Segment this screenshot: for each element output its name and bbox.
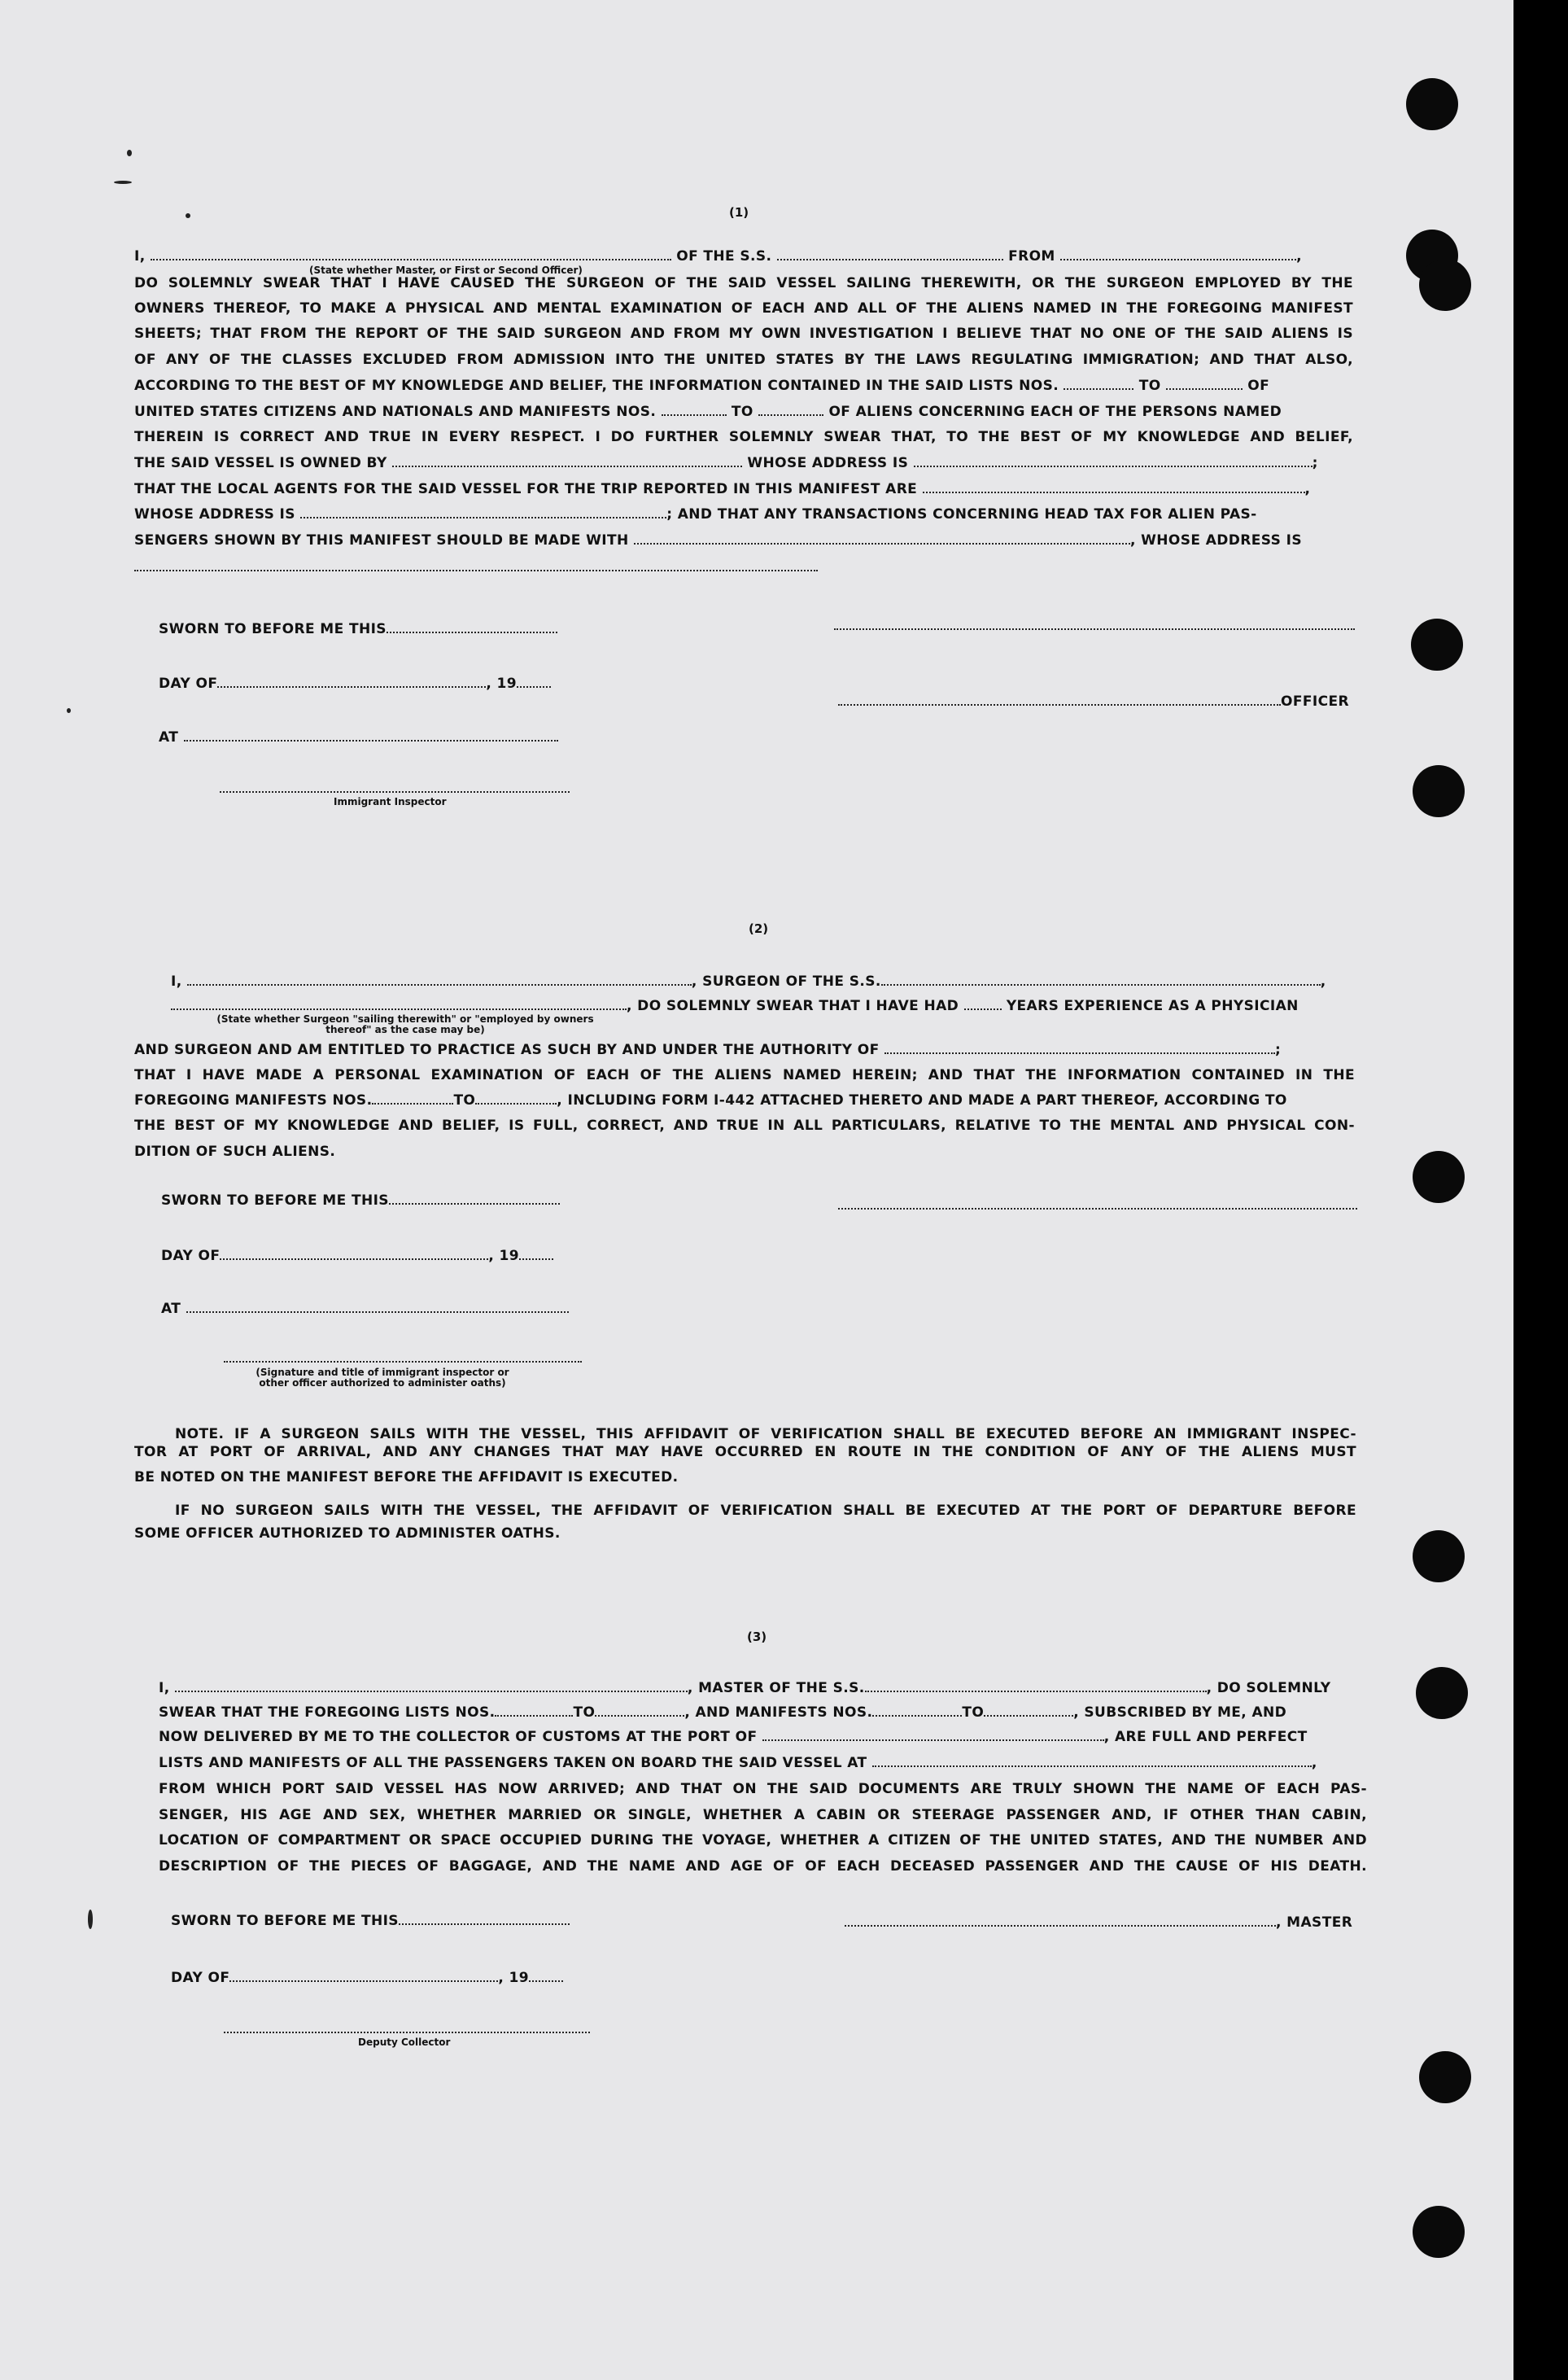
- s2-year-field[interactable]: [519, 1258, 553, 1260]
- sworn-day-field[interactable]: [387, 631, 557, 633]
- s2-at-place-field[interactable]: [186, 1310, 569, 1313]
- lists-from-field[interactable]: [1064, 387, 1133, 390]
- head-tax-contact-field[interactable]: [634, 542, 1130, 545]
- s2-day-of-month-field[interactable]: [220, 1258, 488, 1260]
- s3-manifests-from-field[interactable]: [872, 1714, 962, 1717]
- s3-line-6: SENGER, HIS AGE AND SEX, WHETHER MARRIED OR SINGLE, WHETHER A CABIN OR STEERAGE PASSENGER AND, IF OTHER THAN CABIN,: [159, 1807, 1367, 1823]
- owner-field[interactable]: [392, 465, 742, 467]
- s2-manifests-from-field[interactable]: [372, 1102, 453, 1105]
- punch-hole-1: [1406, 78, 1458, 130]
- boarding-port-field[interactable]: [872, 1765, 1312, 1767]
- punch-hole-3: [1419, 259, 1471, 311]
- collector-caption: Deputy Collector: [358, 2037, 451, 2048]
- s3-vessel-field[interactable]: [865, 1690, 1207, 1692]
- s1-line-10: THAT THE LOCAL AGENTS FOR THE SAID VESSEL FOR THE TRIP REPORTED IN THIS MANIFEST ARE ,: [134, 481, 1311, 497]
- surgeon-status-field[interactable]: [171, 1008, 627, 1010]
- s1-line-12: SENGERS SHOWN BY THIS MANIFEST SHOULD BE MADE WITH , WHOSE ADDRESS IS: [134, 532, 1303, 549]
- s2-line-4: THAT I HAVE MADE A PERSONAL EXAMINATION OF EACH OF THE ALIENS NAMED HEREIN; AND THAT THE INFORMATION CONTAINED IN THE: [134, 1067, 1355, 1083]
- s3-sworn: SWORN TO BEFORE ME THIS: [171, 1913, 570, 1929]
- s1-line-1: I, OF THE S.S. FROM ,: [134, 248, 1302, 265]
- note-line-1: NOTE. IF A SURGEON SAILS WITH THE VESSEL, THIS AFFIDAVIT OF VERIFICATION SHALL BE EXECUTED BEFORE AN IMMIGRANT INSPEC-: [175, 1426, 1356, 1442]
- authority-field[interactable]: [884, 1052, 1275, 1054]
- s3-line-5: FROM WHICH PORT SAID VESSEL HAS NOW ARRIVED; AND THAT ON THE SAID DOCUMENTS ARE TRULY SHOWN THE NAME OF EACH PAS-: [159, 1781, 1367, 1797]
- speck: [186, 213, 190, 218]
- years-experience-field[interactable]: [964, 1008, 1002, 1010]
- owner-address-field[interactable]: [914, 465, 1312, 467]
- s3-master: , MASTER: [845, 1914, 1352, 1931]
- punch-hole-9: [1419, 2051, 1471, 2103]
- note-line-4: IF NO SURGEON SAILS WITH THE VESSEL, THE AFFIDAVIT OF VERIFICATION SHALL BE EXECUTED AT THE PORT OF DEPARTURE BEFORE: [175, 1503, 1356, 1519]
- port-field[interactable]: [762, 1739, 1104, 1741]
- master-signature-field[interactable]: [845, 1924, 1276, 1927]
- s1-line-7: UNITED STATES CITIZENS AND NATIONALS AND MANIFESTS NOS. TO OF ALIENS CONCERNING EACH OF THE PERSONS NAMED: [134, 404, 1282, 420]
- s1-officer: OFFICER: [838, 693, 1349, 710]
- vessel-name-field[interactable]: [777, 258, 1003, 260]
- s3-day-of-month-field[interactable]: [229, 1980, 498, 1982]
- speck: [88, 1910, 93, 1929]
- s1-at: AT: [159, 729, 558, 746]
- s3-sworn-day-field[interactable]: [399, 1923, 570, 1925]
- s3-lists-to-field[interactable]: [595, 1714, 684, 1717]
- punch-hole-4: [1411, 619, 1463, 671]
- s3-line-1: I, , MASTER OF THE S.S. , DO SOLEMNLY: [159, 1680, 1331, 1696]
- master-title-caption: (State whether Master, or First or Second Officer): [309, 265, 583, 276]
- speck: [67, 708, 71, 713]
- signature-caption: (Signature and title of immigrant inspector or other officer authorized to administer oaths): [256, 1367, 509, 1389]
- s3-day: DAY OF , 19: [171, 1970, 563, 1986]
- head-tax-address-field[interactable]: [134, 570, 818, 571]
- punch-hole-7: [1413, 1530, 1465, 1582]
- day-of-month-field[interactable]: [217, 685, 486, 688]
- s1-line-4: SHEETS; THAT FROM THE REPORT OF THE SAID SURGEON AND FROM MY OWN INVESTIGATION I BELIEVE THAT NO ONE OF THE SAID ALIENS IS: [134, 326, 1353, 342]
- s2-line-6: THE BEST OF MY KNOWLEDGE AND BELIEF, IS FULL, CORRECT, AND TRUE IN ALL PARTICULARS, RELATIVE TO THE MENTAL AND PHYSICAL CON-: [134, 1118, 1355, 1134]
- section-number: (3): [747, 1630, 767, 1644]
- s1-line-3: OWNERS THEREOF, TO MAKE A PHYSICAL AND MENTAL EXAMINATION OF EACH AND ALL OF THE ALIENS NAMED IN THE FOREGOING MANIFEST: [134, 300, 1353, 317]
- surgeon-signature-field[interactable]: [838, 1208, 1357, 1210]
- collector-signature-field[interactable]: [224, 2032, 590, 2033]
- s2-sworn-day-field[interactable]: [389, 1202, 560, 1205]
- punch-hole-10: [1413, 2206, 1465, 2258]
- s1-line-9: THE SAID VESSEL IS OWNED BY WHOSE ADDRESS IS ;: [134, 455, 1318, 471]
- s2-inspector-signature-field[interactable]: [224, 1361, 582, 1363]
- s2-line-1: I, , SURGEON OF THE S.S. ,: [171, 973, 1326, 990]
- agents-address-field[interactable]: [300, 516, 666, 518]
- officer-signature-field[interactable]: [834, 628, 1355, 630]
- speck: [127, 150, 132, 156]
- s3-line-4: LISTS AND MANIFESTS OF ALL THE PASSENGERS TAKEN ON BOARD THE SAID VESSEL AT ,: [159, 1755, 1317, 1771]
- punch-hole-8: [1416, 1667, 1468, 1719]
- s1-line-8: THEREIN IS CORRECT AND TRUE IN EVERY RESPECT. I DO FURTHER SOLEMNLY SWEAR THAT, TO THE BEST OF MY KNOWLEDGE AND BELIEF,: [134, 429, 1353, 445]
- surgeon-name-field[interactable]: [187, 983, 692, 986]
- s3-manifests-to-field[interactable]: [984, 1714, 1073, 1717]
- punch-hole-5: [1413, 765, 1465, 817]
- s3-line-7: LOCATION OF COMPARTMENT OR SPACE OCCUPIED DURING THE VOYAGE, WHETHER A CITIZEN OF THE UNITED STATES, AND THE NUMBER AND: [159, 1832, 1367, 1848]
- officer-field[interactable]: [838, 703, 1281, 706]
- s2-day: DAY OF , 19: [161, 1248, 553, 1264]
- local-agents-field[interactable]: [923, 491, 1305, 493]
- s2-vessel-field[interactable]: [881, 983, 1321, 986]
- s1-sworn: SWORN TO BEFORE ME THIS: [159, 621, 557, 637]
- note-line-5: SOME OFFICER AUTHORIZED TO ADMINISTER OATHS.: [134, 1525, 561, 1542]
- inspector-caption: Immigrant Inspector: [334, 796, 447, 807]
- manifests-to-field[interactable]: [758, 413, 823, 416]
- s1-line-2: DO SOLEMNLY SWEAR THAT I HAVE CAUSED THE SURGEON OF THE SAID VESSEL SAILING THEREWITH, OR THE SURGEON EMPLOYED BY THE: [134, 275, 1353, 291]
- from-port-field[interactable]: [1060, 258, 1296, 260]
- note-line-2: TOR AT PORT OF ARRIVAL, AND ANY CHANGES THAT MAY HAVE OCCURRED EN ROUTE IN THE CONDITION OF ANY OF THE ALIENS MUST: [134, 1444, 1356, 1460]
- s2-line-7: DITION OF SUCH ALIENS.: [134, 1144, 336, 1160]
- s3-lists-from-field[interactable]: [495, 1714, 573, 1717]
- at-place-field[interactable]: [184, 739, 558, 742]
- s3-master-name-field[interactable]: [175, 1690, 688, 1692]
- s3-year-field[interactable]: [529, 1980, 563, 1982]
- lists-to-field[interactable]: [1166, 387, 1243, 390]
- s2-at: AT: [161, 1301, 569, 1317]
- surgeon-status-caption: (State whether Surgeon "sailing therewith" or "employed by owners thereof" as the case may be): [216, 1013, 594, 1035]
- manifests-from-field[interactable]: [662, 413, 727, 416]
- s2-line-2: , DO SOLEMNLY SWEAR THAT I HAVE HAD YEARS EXPERIENCE AS A PHYSICIAN: [171, 998, 1359, 1014]
- s3-line-2: SWEAR THAT THE FOREGOING LISTS NOS. TO , AND MANIFESTS NOS. TO , SUBSCRIBED BY ME, AND: [159, 1704, 1287, 1721]
- punch-hole-6: [1413, 1151, 1465, 1203]
- section-number: (1): [729, 205, 749, 220]
- s2-line-5: FOREGOING MANIFESTS NOS. TO , INCLUDING FORM I-442 ATTACHED THERETO AND MADE A PART THEREOF, ACCORDING TO: [134, 1092, 1287, 1109]
- s1-line-5: OF ANY OF THE CLASSES EXCLUDED FROM ADMISSION INTO THE UNITED STATES BY THE LAWS REGULATING IMMIGRATION; AND THAT ALSO,: [134, 352, 1353, 368]
- s2-sworn: SWORN TO BEFORE ME THIS: [161, 1192, 560, 1209]
- section-number: (2): [749, 921, 769, 936]
- s2-line-3: AND SURGEON AND AM ENTITLED TO PRACTICE AS SUCH BY AND UNDER THE AUTHORITY OF ;: [134, 1042, 1282, 1058]
- s2-manifests-to-field[interactable]: [475, 1102, 557, 1105]
- s1-line-6: ACCORDING TO THE BEST OF MY KNOWLEDGE AND BELIEF, THE INFORMATION CONTAINED IN THE SAID LISTS NOS. TO OF: [134, 378, 1270, 394]
- s3-line-8: DESCRIPTION OF THE PIECES OF BAGGAGE, AND THE NAME AND AGE OF OF EACH DECEASED PASSENGER AND THE CAUSE OF HIS DEATH.: [159, 1858, 1367, 1875]
- year-field[interactable]: [517, 685, 551, 688]
- speck: [114, 181, 132, 184]
- inspector-signature-field[interactable]: [220, 791, 570, 793]
- note-line-3: BE NOTED ON THE MANIFEST BEFORE THE AFFIDAVIT IS EXECUTED.: [134, 1469, 679, 1485]
- s3-line-3: NOW DELIVERED BY ME TO THE COLLECTOR OF CUSTOMS AT THE PORT OF , ARE FULL AND PERFECT: [159, 1729, 1308, 1745]
- s1-line-11: WHOSE ADDRESS IS ; AND THAT ANY TRANSACTIONS CONCERNING HEAD TAX FOR ALIEN PAS-: [134, 506, 1257, 523]
- s1-day: DAY OF , 19: [159, 676, 551, 692]
- master-title-field[interactable]: [151, 258, 671, 260]
